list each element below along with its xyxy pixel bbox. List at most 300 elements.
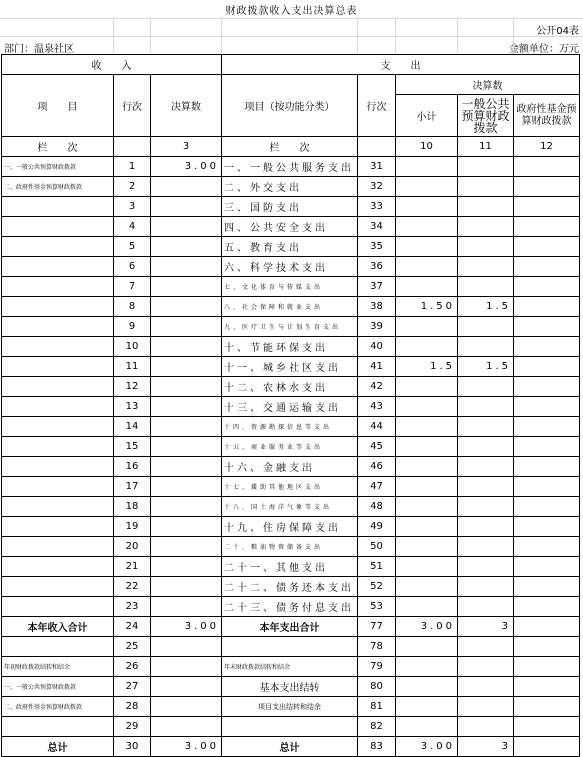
general-budget-amount <box>458 657 514 677</box>
general-budget-amount <box>458 257 514 277</box>
general-budget-amount: 3 <box>458 737 514 757</box>
income-line-no: 1 <box>114 157 151 177</box>
expense-item: 十三、交通运输支出 <box>222 397 358 417</box>
gov-fund-amount <box>514 317 580 337</box>
expense-line-no: 46 <box>358 457 396 477</box>
table-row <box>2 437 580 457</box>
expense-header: 支 出 <box>222 55 580 75</box>
table-row <box>2 337 580 357</box>
gov-fund-amount <box>514 637 580 657</box>
subtotal-amount <box>396 397 458 417</box>
income-amount <box>151 517 222 537</box>
income-amount <box>151 557 222 577</box>
general-budget-amount <box>458 337 514 357</box>
income-item: 总计 <box>2 737 114 757</box>
column-label: 栏 次 <box>222 137 358 157</box>
gov-fund-amount <box>514 257 580 277</box>
table-row <box>2 657 580 677</box>
line-no-header: 行次 <box>358 75 396 137</box>
income-amount <box>151 537 222 557</box>
table-row <box>2 397 580 417</box>
expense-item: 十九、住房保障支出 <box>222 517 358 537</box>
subtotal-amount <box>396 237 458 257</box>
expense-item: 二十三、债务付息支出 <box>222 597 358 617</box>
expense-item: 二十、粮油物资储备支出 <box>222 537 358 557</box>
expense-line-no: 77 <box>358 617 396 637</box>
income-amount <box>151 677 222 697</box>
expense-item: 五、教育支出 <box>222 237 358 257</box>
expense-item: 十八、国土海洋气象等支出 <box>222 497 358 517</box>
income-item <box>2 337 114 357</box>
income-line-no: 26 <box>114 657 151 677</box>
expense-line-no: 40 <box>358 337 396 357</box>
gov-fund-amount <box>514 617 580 637</box>
final-amount-header: 决算数 <box>151 75 222 137</box>
general-budget-amount <box>458 637 514 657</box>
gov-fund-amount <box>514 277 580 297</box>
income-line-no: 21 <box>114 557 151 577</box>
table-row <box>2 537 580 557</box>
expense-line-no: 31 <box>358 157 396 177</box>
income-item <box>2 317 114 337</box>
general-budget-amount <box>458 517 514 537</box>
subtotal-amount <box>396 437 458 457</box>
expense-line-no: 32 <box>358 177 396 197</box>
column-label: 栏 次 <box>2 137 114 157</box>
general-budget-amount <box>458 417 514 437</box>
expense-item: 一、一般公共服务支出 <box>222 157 358 177</box>
income-line-no: 8 <box>114 297 151 317</box>
subtotal-amount <box>396 717 458 737</box>
expense-line-no: 79 <box>358 657 396 677</box>
income-item <box>2 517 114 537</box>
income-line-no: 4 <box>114 217 151 237</box>
income-amount <box>151 577 222 597</box>
subtotal-amount <box>396 517 458 537</box>
expense-line-no: 80 <box>358 677 396 697</box>
income-amount <box>151 637 222 657</box>
expense-item: 二十二、债务还本支出 <box>222 577 358 597</box>
general-budget-amount <box>458 397 514 417</box>
expense-line-no: 39 <box>358 317 396 337</box>
income-item <box>2 637 114 657</box>
subtotal-amount: 1.50 <box>396 297 458 317</box>
income-line-no: 5 <box>114 237 151 257</box>
table-row <box>2 197 580 217</box>
subtotal-amount <box>396 217 458 237</box>
table-row <box>2 277 580 297</box>
subtotal-amount <box>396 657 458 677</box>
expense-line-no: 38 <box>358 297 396 317</box>
income-amount <box>151 497 222 517</box>
subtotal-amount <box>396 257 458 277</box>
grid-line <box>513 18 514 54</box>
income-item <box>2 477 114 497</box>
expense-line-no: 37 <box>358 277 396 297</box>
general-budget-amount <box>458 277 514 297</box>
expense-item: 项目支出结转和结余 <box>222 697 358 717</box>
income-item <box>2 557 114 577</box>
expense-line-no: 48 <box>358 497 396 517</box>
general-budget-amount <box>458 157 514 177</box>
income-amount <box>151 417 222 437</box>
general-budget-amount: 1.5 <box>458 357 514 377</box>
income-header: 收 入 <box>2 55 222 75</box>
table-row <box>2 497 580 517</box>
expense-line-no: 41 <box>358 357 396 377</box>
income-item <box>2 437 114 457</box>
expense-item: 六、科学技术支出 <box>222 257 358 277</box>
general-budget-amount <box>458 437 514 457</box>
subtotal-amount <box>396 157 458 177</box>
income-line-no: 15 <box>114 437 151 457</box>
table-row <box>2 737 580 757</box>
general-budget-amount: 1.5 <box>458 297 514 317</box>
general-budget-amount <box>458 477 514 497</box>
subtotal-amount <box>396 557 458 577</box>
expense-item: 十七、援助其他地区支出 <box>222 477 358 497</box>
general-budget-amount: 3 <box>458 617 514 637</box>
subtotal-amount <box>396 477 458 497</box>
expense-item: 年末财政拨款结转和结余 <box>222 657 358 677</box>
income-amount <box>151 257 222 277</box>
table-row <box>2 557 580 577</box>
income-item <box>2 497 114 517</box>
column-number: 10 <box>396 137 458 157</box>
income-line-no: 20 <box>114 537 151 557</box>
subtotal-amount: 1.5 <box>396 357 458 377</box>
expense-line-no: 78 <box>358 637 396 657</box>
expense-line-no: 43 <box>358 397 396 417</box>
general-budget-amount <box>458 317 514 337</box>
table-row <box>2 577 580 597</box>
income-item: 二、政府性基金预算财政拨款 <box>2 697 114 717</box>
expense-line-no: 45 <box>358 437 396 457</box>
income-amount <box>151 397 222 417</box>
expense-line-no: 35 <box>358 237 396 257</box>
subtotal-amount <box>396 277 458 297</box>
expense-item <box>222 717 358 737</box>
income-item <box>2 197 114 217</box>
table-row <box>2 317 580 337</box>
subtotal-amount <box>396 677 458 697</box>
income-line-no: 7 <box>114 277 151 297</box>
subtotal-amount <box>396 417 458 437</box>
expense-item: 十、节能环保支出 <box>222 337 358 357</box>
income-line-no: 28 <box>114 697 151 717</box>
income-item <box>2 417 114 437</box>
expense-line-no: 33 <box>358 197 396 217</box>
general-budget-amount <box>458 237 514 257</box>
grid-line <box>113 18 114 54</box>
item-by-function-header: 项目（按功能分类） <box>222 75 358 137</box>
table-row <box>2 377 580 397</box>
general-budget-amount <box>458 457 514 477</box>
general-budget-amount <box>458 177 514 197</box>
subtotal-amount <box>396 497 458 517</box>
gov-fund-amount <box>514 377 580 397</box>
gov-fund-amount <box>514 337 580 357</box>
income-amount: 3.00 <box>151 737 222 757</box>
income-amount: 3.00 <box>151 617 222 637</box>
gov-fund-amount <box>514 657 580 677</box>
income-amount <box>151 377 222 397</box>
income-item <box>2 717 114 737</box>
income-line-no: 30 <box>114 737 151 757</box>
expense-line-no: 44 <box>358 417 396 437</box>
income-line-no: 13 <box>114 397 151 417</box>
income-item <box>2 257 114 277</box>
expense-item <box>222 637 358 657</box>
general-budget-amount <box>458 677 514 697</box>
income-amount <box>151 437 222 457</box>
general-budget-amount <box>458 537 514 557</box>
income-line-no: 25 <box>114 637 151 657</box>
expense-line-no: 81 <box>358 697 396 717</box>
income-line-no: 3 <box>114 197 151 217</box>
expense-item: 十二、农林水支出 <box>222 377 358 397</box>
gov-fund-amount <box>514 477 580 497</box>
line-no-header: 行次 <box>114 75 151 137</box>
gov-fund-amount <box>514 497 580 517</box>
income-item: 年初财政拨款结转和结余 <box>2 657 114 677</box>
income-amount <box>151 237 222 257</box>
income-amount <box>151 717 222 737</box>
income-line-no: 18 <box>114 497 151 517</box>
column-number: 3 <box>151 137 222 157</box>
table-row <box>2 637 580 657</box>
report-title: 财政拨款收入支出决算总表 <box>225 6 358 17</box>
gov-fund-amount <box>514 677 580 697</box>
gov-fund-amount <box>514 597 580 617</box>
income-amount <box>151 317 222 337</box>
income-line-no: 27 <box>114 677 151 697</box>
gov-fund-amount <box>514 737 580 757</box>
grid-line <box>0 36 583 37</box>
gov-fund-amount <box>514 517 580 537</box>
gov-fund-amount <box>514 537 580 557</box>
income-item <box>2 577 114 597</box>
table-row <box>2 177 580 197</box>
column-number <box>358 137 396 157</box>
expense-item: 四、公共安全支出 <box>222 217 358 237</box>
subtotal-amount: 3.00 <box>396 737 458 757</box>
general-budget-amount <box>458 377 514 397</box>
expense-line-no: 36 <box>358 257 396 277</box>
expense-item: 七、文化体育与传媒支出 <box>222 277 358 297</box>
subtotal-amount <box>396 317 458 337</box>
table-row <box>2 697 580 717</box>
expense-line-no: 82 <box>358 717 396 737</box>
general-budget-amount <box>458 497 514 517</box>
income-amount <box>151 477 222 497</box>
expense-line-no: 50 <box>358 537 396 557</box>
gov-fund-amount <box>514 297 580 317</box>
subtotal-amount <box>396 197 458 217</box>
income-line-no: 2 <box>114 177 151 197</box>
grid-line <box>221 18 222 54</box>
income-item: 本年收入合计 <box>2 617 114 637</box>
subtotal-header: 小计 <box>396 95 458 137</box>
final-group-header: 决算数 <box>396 75 580 95</box>
gov-fund-amount <box>514 197 580 217</box>
gov-fund-amount <box>514 577 580 597</box>
subtotal-amount <box>396 177 458 197</box>
grid-line <box>0 18 583 19</box>
income-line-no: 29 <box>114 717 151 737</box>
general-budget-amount <box>458 217 514 237</box>
income-item <box>2 277 114 297</box>
table-row <box>2 477 580 497</box>
table-row <box>2 217 580 237</box>
gov-fund-amount <box>514 437 580 457</box>
expense-item: 十五、商业服务业等支出 <box>222 437 358 457</box>
income-item <box>2 537 114 557</box>
income-line-no: 12 <box>114 377 151 397</box>
income-line-no: 16 <box>114 457 151 477</box>
table-row <box>2 677 580 697</box>
income-amount <box>151 217 222 237</box>
income-item <box>2 397 114 417</box>
table-row <box>2 717 580 737</box>
income-amount <box>151 277 222 297</box>
gov-fund-amount <box>514 357 580 377</box>
grid-line <box>150 18 151 54</box>
income-amount <box>151 457 222 477</box>
table-row <box>2 297 580 317</box>
general-budget-header: 一般公共预算财政拨款 <box>458 95 514 137</box>
income-line-no: 17 <box>114 477 151 497</box>
general-budget-amount <box>458 717 514 737</box>
general-budget-amount <box>458 197 514 217</box>
gov-fund-amount <box>514 557 580 577</box>
expense-line-no: 83 <box>358 737 396 757</box>
expense-item: 十六、金融支出 <box>222 457 358 477</box>
income-item <box>2 237 114 257</box>
expense-line-no: 42 <box>358 377 396 397</box>
subtotal-amount <box>396 537 458 557</box>
subtotal-amount <box>396 337 458 357</box>
table-row <box>2 157 580 177</box>
expense-item: 十四、资源勘探信息等支出 <box>222 417 358 437</box>
expense-line-no: 49 <box>358 517 396 537</box>
subtotal-amount <box>396 697 458 717</box>
table-row <box>2 457 580 477</box>
income-line-no: 9 <box>114 317 151 337</box>
general-budget-amount <box>458 697 514 717</box>
grid-line <box>457 18 458 54</box>
table-row <box>2 257 580 277</box>
income-item: 二、政府性基金预算财政拨款 <box>2 177 114 197</box>
gov-fund-amount <box>514 217 580 237</box>
subtotal-amount <box>396 637 458 657</box>
gov-fund-amount <box>514 457 580 477</box>
gov-fund-amount <box>514 177 580 197</box>
expense-item: 三、国防支出 <box>222 197 358 217</box>
general-budget-amount <box>458 577 514 597</box>
gov-fund-amount <box>514 717 580 737</box>
department-label: 部门：温泉社区 <box>4 44 74 55</box>
expense-line-no: 34 <box>358 217 396 237</box>
income-line-no: 23 <box>114 597 151 617</box>
gov-fund-amount <box>514 397 580 417</box>
income-item <box>2 217 114 237</box>
table-row <box>2 357 580 377</box>
expense-item: 十一、城乡社区支出 <box>222 357 358 377</box>
income-amount <box>151 337 222 357</box>
expense-item: 二十一、其他支出 <box>222 557 358 577</box>
gov-fund-amount <box>514 697 580 717</box>
expense-item: 八、社会保障和就业支出 <box>222 297 358 317</box>
amount-unit-label: 金额单位：万元 <box>509 44 579 55</box>
form-number: 公开04表 <box>536 26 579 37</box>
income-item <box>2 357 114 377</box>
general-budget-amount <box>458 557 514 577</box>
income-amount <box>151 177 222 197</box>
subtotal-amount <box>396 377 458 397</box>
expense-item: 基本支出结转 <box>222 677 358 697</box>
table-row <box>2 597 580 617</box>
table-row <box>2 617 580 637</box>
gov-fund-amount <box>514 237 580 257</box>
column-number <box>114 137 151 157</box>
income-item <box>2 377 114 397</box>
income-line-no: 10 <box>114 337 151 357</box>
income-item <box>2 297 114 317</box>
income-line-no: 19 <box>114 517 151 537</box>
table-row <box>2 417 580 437</box>
expense-item: 总计 <box>222 737 358 757</box>
income-item <box>2 597 114 617</box>
income-line-no: 14 <box>114 417 151 437</box>
general-budget-amount <box>458 597 514 617</box>
expense-item: 九、医疗卫生与计划生育支出 <box>222 317 358 337</box>
column-number: 12 <box>514 137 580 157</box>
income-line-no: 22 <box>114 577 151 597</box>
grid-line <box>395 18 396 54</box>
subtotal-amount <box>396 577 458 597</box>
income-item: 一、一般公共预算财政拨款 <box>2 677 114 697</box>
income-amount <box>151 597 222 617</box>
gov-fund-amount <box>514 417 580 437</box>
gov-fund-amount <box>514 157 580 177</box>
expense-line-no: 47 <box>358 477 396 497</box>
income-item: 一、一般公共预算财政拨款 <box>2 157 114 177</box>
subtotal-amount <box>396 457 458 477</box>
gov-fund-header: 政府性基金预算财政拨款 <box>514 95 580 137</box>
expense-line-no: 51 <box>358 557 396 577</box>
table-row <box>2 237 580 257</box>
income-amount <box>151 357 222 377</box>
expense-line-no: 53 <box>358 597 396 617</box>
expense-item: 二、外交支出 <box>222 177 358 197</box>
income-line-no: 6 <box>114 257 151 277</box>
expense-line-no: 52 <box>358 577 396 597</box>
item-header: 项 目 <box>2 75 114 137</box>
income-item <box>2 457 114 477</box>
subtotal-amount: 3.00 <box>396 617 458 637</box>
budget-table <box>1 54 580 757</box>
income-line-no: 11 <box>114 357 151 377</box>
income-amount <box>151 697 222 717</box>
grid-line <box>357 18 358 54</box>
table-row <box>2 517 580 537</box>
income-amount: 3.00 <box>151 157 222 177</box>
income-amount <box>151 657 222 677</box>
subtotal-amount <box>396 597 458 617</box>
income-amount <box>151 197 222 217</box>
income-amount <box>151 297 222 317</box>
